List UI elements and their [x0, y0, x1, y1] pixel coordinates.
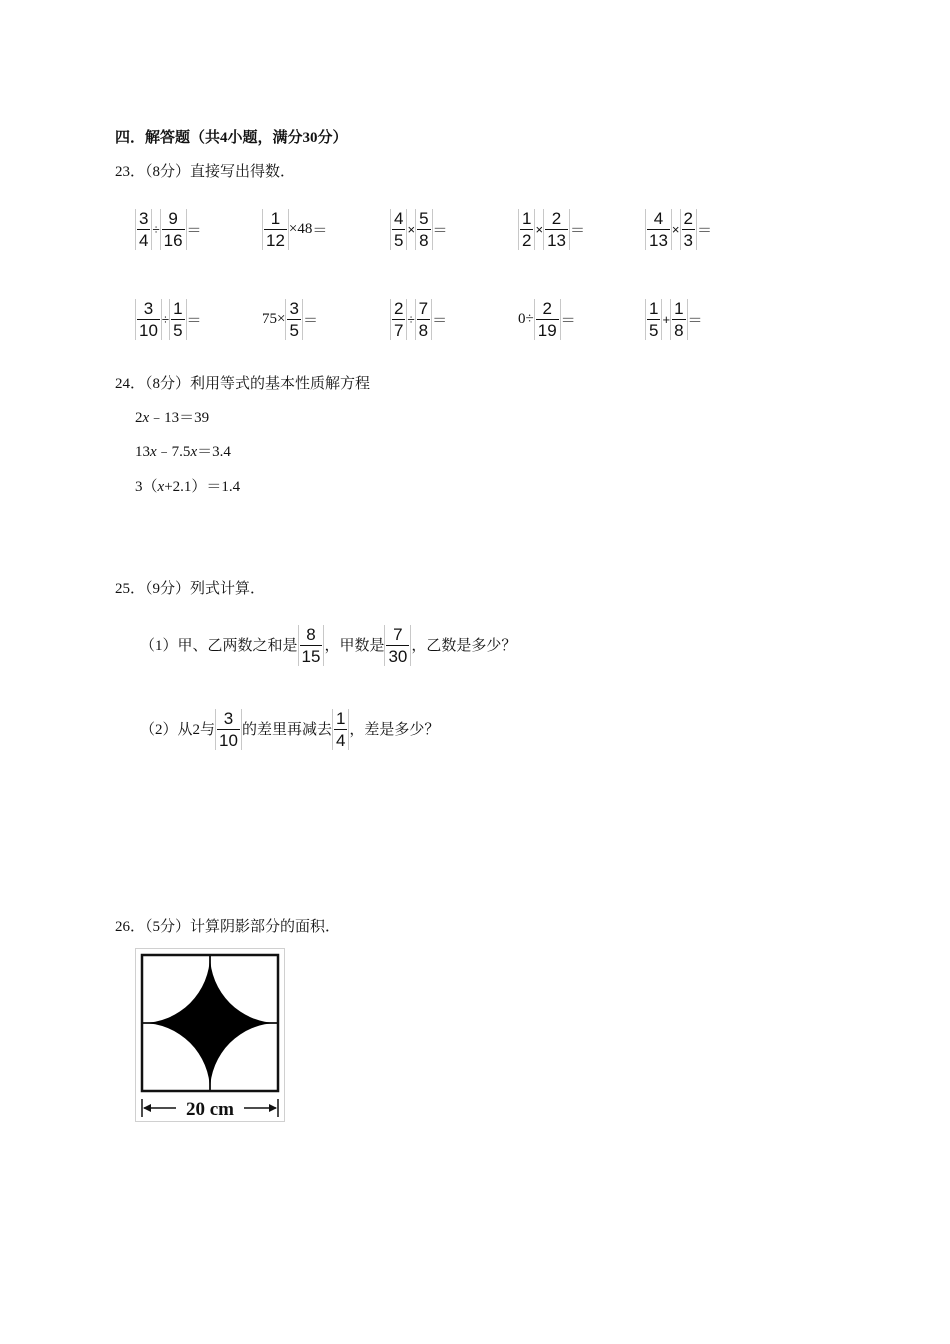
- shaded-area-figure: [135, 948, 285, 1122]
- fraction: $\frac{4}{13}$: [645, 209, 672, 250]
- fraction: $\frac{4}{5}$: [390, 209, 407, 250]
- q23-expr-10: $\frac{1}{5}$ + $\frac{1}{8}$ ＝: [645, 299, 703, 340]
- fraction: $\frac{2}{13}$: [543, 209, 570, 250]
- fraction: $\frac{1}{5}$: [169, 299, 186, 340]
- q23-expr-2: $\frac{1}{12}$ ×48 ＝: [262, 209, 327, 250]
- q24-equation-1: 2x﹣13＝39: [135, 410, 210, 426]
- q25-part-1: （1）甲、乙两数之和是 $\frac{8}{15}$ ，甲数是 $\frac{7}{30}$ ，乙数是多少？: [140, 625, 517, 666]
- section-title: 四．解答题（共4小题，满分30分）: [115, 130, 348, 146]
- arrow-left-icon: [143, 1104, 151, 1112]
- q23-expr-8: $\frac{2}{7}$ ÷ $\frac{7}{8}$ ＝: [390, 299, 447, 340]
- fraction: $\frac{5}{8}$: [415, 209, 432, 250]
- dimension-label: 20 cm: [185, 1099, 235, 1120]
- q25-part-2: （2）从2与 $\frac{3}{10}$ 的差里再减去 $\frac{1}{4}$ ，差是多少？: [140, 709, 440, 750]
- q23-expr-9: 0÷ $\frac{2}{19}$ ＝: [518, 299, 576, 340]
- figure-drawing: [136, 949, 284, 1121]
- q23-expr-5: $\frac{4}{13}$ × $\frac{2}{3}$ ＝: [645, 209, 712, 250]
- fraction: $\frac{3}{5}$: [285, 299, 302, 340]
- fraction: $\frac{7}{8}$: [415, 299, 432, 340]
- fraction: $\frac{2}{7}$: [390, 299, 407, 340]
- fraction: $\frac{8}{15}$: [298, 625, 325, 666]
- fraction: $\frac{2}{19}$: [534, 299, 561, 340]
- q24-equation-3: 3（x+2.1）＝1.4: [135, 479, 241, 495]
- arrow-right-icon: [269, 1104, 277, 1112]
- fraction: $\frac{9}{16}$: [160, 209, 187, 250]
- fraction: $\frac{7}{30}$: [384, 625, 411, 666]
- q23-label: 23．（8分）直接写出得数．: [115, 164, 296, 180]
- fraction: $\frac{3}{4}$: [135, 209, 152, 250]
- q23-expr-3: $\frac{4}{5}$ × $\frac{5}{8}$ ＝: [390, 209, 448, 250]
- q24-equation-2: 13x﹣7.5x＝3.4: [135, 444, 231, 460]
- q26-label: 26．（5分）计算阴影部分的面积．: [115, 919, 341, 935]
- q25-label: 25．（9分）列式计算．: [115, 581, 266, 597]
- q24-label: 24．（8分）利用等式的基本性质解方程: [115, 376, 371, 392]
- q23-expr-7: 75× $\frac{3}{5}$ ＝: [262, 299, 318, 340]
- fraction: $\frac{1}{2}$: [518, 209, 535, 250]
- fraction: $\frac{3}{10}$: [135, 299, 162, 340]
- fraction: $\frac{3}{10}$: [215, 709, 242, 750]
- fraction: $\frac{2}{3}$: [680, 209, 697, 250]
- fraction: $\frac{1}{8}$: [670, 299, 687, 340]
- q23-expr-1: $\frac{3}{4}$ ÷ $\frac{9}{16}$ ＝: [135, 209, 202, 250]
- fraction: $\frac{1}{4}$: [332, 709, 349, 750]
- q23-expr-6: $\frac{3}{10}$ ÷ $\frac{1}{5}$ ＝: [135, 299, 202, 340]
- fraction: $\frac{1}{5}$: [645, 299, 662, 340]
- fraction: $\frac{1}{12}$: [262, 209, 289, 250]
- q23-expr-4: $\frac{1}{2}$ × $\frac{2}{13}$ ＝: [518, 209, 585, 250]
